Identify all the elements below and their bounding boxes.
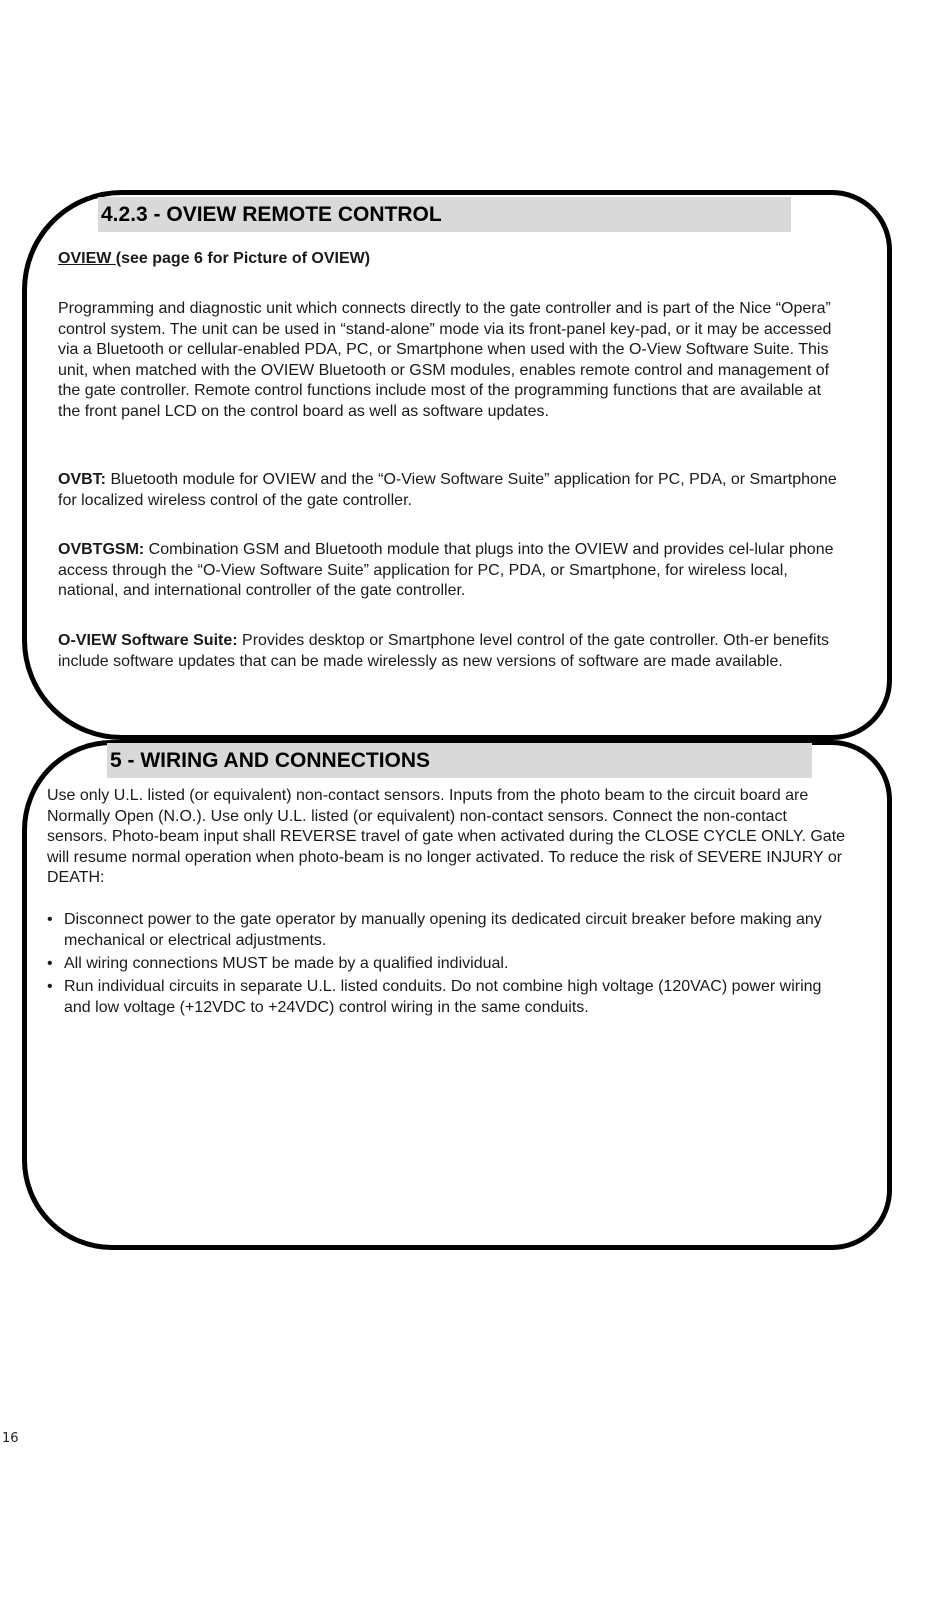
oview-suite-term: O-VIEW Software Suite:	[58, 632, 238, 649]
oview-reference-underlined: OVIEW	[58, 250, 116, 267]
bullet-icon: •	[47, 978, 53, 995]
list-item-text: All wiring connections MUST be made by a qualified individual.	[64, 955, 509, 972]
oview-suite-paragraph	[58, 631, 843, 672]
ovbtgsm-description: Combination GSM and Bluetooth module that plugs into the OVIEW and provides cel-lular phone access through the “O-View Software Suite” application for PC, PDA, or Smartphone, for wireless local, national, and international controller of the gate controller.	[58, 541, 834, 599]
section-wiring-heading: 5 - WIRING AND CONNECTIONS	[107, 743, 812, 778]
ovbt-description: Bluetooth module for OVIEW and the “O-View Software Suite” application for PC, PDA, or Smartphone for localized wireless control of the gate controller.	[58, 471, 837, 509]
list-item	[47, 953, 837, 974]
section-oview-heading: 4.2.3 - OVIEW REMOTE CONTROL	[98, 197, 791, 232]
wiring-safety-list	[47, 909, 837, 1020]
bullet-icon: •	[47, 955, 53, 972]
wiring-intro-paragraph: Use only U.L. listed (or equivalent) non-contact sensors. Inputs from the photo beam to the circuit board are Normally Open (N.O.). Use only U.L. listed (or equivalent) non-contact sensors. Connect the non-contact sensors. Photo-beam input shall REVERSE travel of gate when activated during the CLOSE CYCLE ONLY. Gate will resume normal operation when photo-beam is no longer activated. To reduce the risk of SEVERE INJURY or DEATH:	[47, 787, 846, 886]
list-item	[47, 909, 837, 951]
oview-intro-paragraph: Programming and diagnostic unit which connects directly to the gate controller and is part of the Nice “Opera” control system. The unit can be used in “stand-alone” mode via its front-panel key-pad, or it may be accessed via a Bluetooth or cellular-enabled PDA, PC, or Smartphone when used with the O-View Software Suite. This unit, when matched with the OVIEW Bluetooth or GSM modules, enables remote control and management of the gate controller. Remote control functions include most of the programming functions that are available at the front panel LCD on the control board as well as software updates.	[58, 300, 832, 420]
list-item-text: Run individual circuits in separate U.L. listed conduits. Do not combine high voltage (120VAC) power wiring and low voltage (+12VDC to +24VDC) control wiring in the same conduits.	[64, 978, 822, 1016]
page-number: 16	[2, 1431, 19, 1446]
list-item-text: Disconnect power to the gate operator by manually opening its dedicated circuit breaker before making any mechanical or electrical adjustments.	[64, 911, 822, 949]
ovbt-term: OVBT:	[58, 471, 106, 488]
ovbt-paragraph	[58, 470, 843, 511]
bullet-icon: •	[47, 911, 53, 928]
list-item	[47, 976, 837, 1018]
oview-picture-reference	[58, 249, 370, 270]
ovbtgsm-term: OVBTGSM:	[58, 541, 145, 558]
oview-suite-description: Provides desktop or Smartphone level control of the gate controller. Oth-er benefits include software updates that can be made wirelessly as new versions of software are made available.	[58, 632, 830, 670]
ovbtgsm-paragraph	[58, 540, 843, 602]
oview-reference-rest: (see page 6 for Picture of OVIEW)	[115, 250, 371, 267]
